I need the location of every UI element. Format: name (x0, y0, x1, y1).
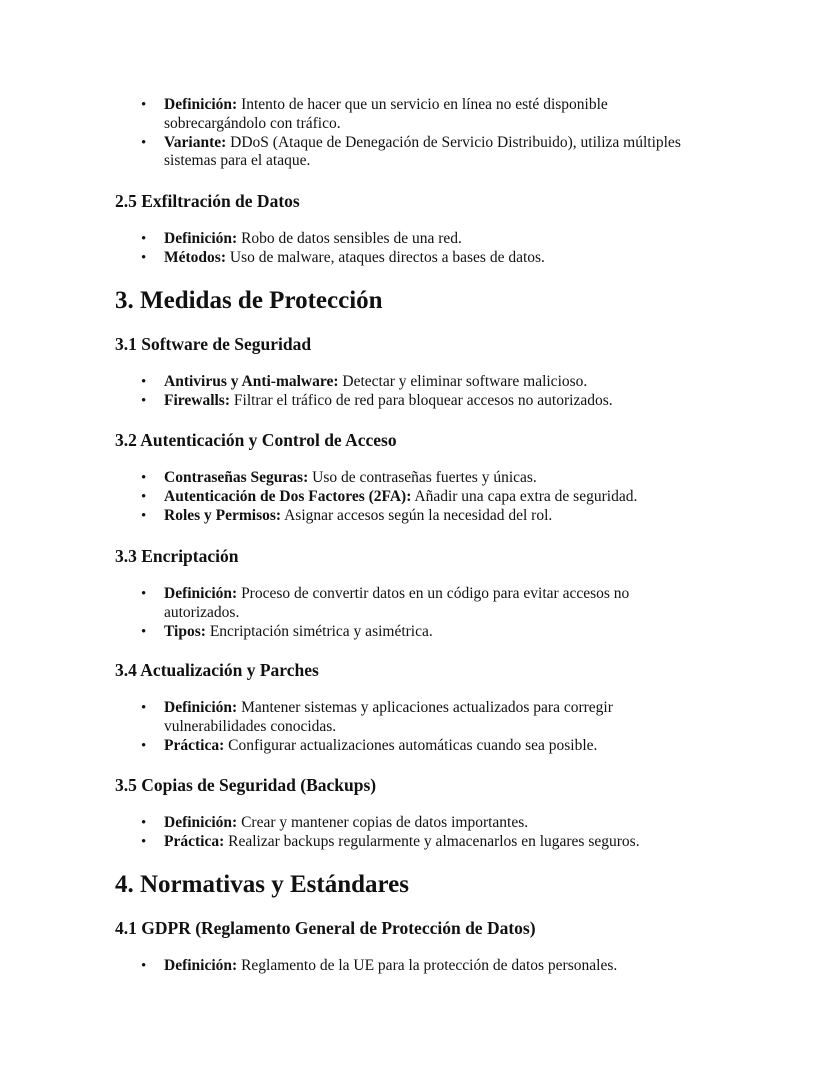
bullet-icon: • (141, 815, 147, 831)
bullet-icon: • (141, 700, 147, 716)
chapter-heading: 3. Medidas de Protección (115, 287, 383, 314)
bullet-icon: • (141, 231, 147, 247)
bullet-list (0, 96, 828, 171)
bullet-icon: • (141, 97, 147, 113)
item-text: Configurar actualizaciones automáticas cuando sea posible. (224, 736, 598, 754)
item-text: Añadir una capa extra de seguridad. (411, 488, 638, 505)
list-item (0, 392, 828, 411)
bullet-icon: • (141, 393, 147, 409)
item-term: Autenticación de Dos Factores (2FA): (164, 488, 412, 505)
chapter-heading: 4. Normativas y Estándares (115, 871, 409, 898)
bullet-icon: • (141, 134, 147, 151)
item-text: Robo de datos sensibles de una red. (237, 230, 462, 247)
list-item (0, 469, 828, 488)
bullet-icon: • (141, 489, 147, 505)
section-heading: 4.1 GDPR (Reglamento General de Protección de Datos) (115, 918, 536, 938)
section-heading: 2.5 Exfiltración de Datos (115, 191, 300, 211)
item-text: Crear y mantener copias de datos importantes. (237, 814, 529, 831)
list-item (0, 699, 828, 736)
item-term: Variante: (164, 133, 227, 151)
item-text: DDoS (Ataque de Denegación de Servicio Distribuido), utiliza múltiples sistemas para el ataque. (164, 133, 681, 169)
list-item (0, 488, 828, 507)
item-term: Antivirus y Anti-malware: (164, 373, 339, 390)
bullet-list (0, 814, 828, 852)
item-text: Mantener sistemas y aplicaciones actualizados para corregir vulnerabilidades conocidas. (164, 699, 613, 735)
bullet-list (0, 699, 828, 756)
item-text: Filtrar el tráfico de red para bloquear accesos no autorizados. (230, 392, 613, 409)
item-term: Práctica: (164, 736, 225, 754)
bullet-list (0, 585, 828, 642)
item-text: Intento de hacer que un servicio en línea no esté disponible sobrecargándolo con tráfico. (164, 96, 608, 132)
list-item (0, 507, 828, 526)
section-heading: 3.1 Software de Seguridad (115, 334, 312, 354)
item-term: Definición: (164, 230, 238, 247)
item-text: Uso de contraseñas fuertes y únicas. (308, 469, 537, 486)
item-text: Reglamento de la UE para la protección de datos personales. (237, 957, 618, 974)
item-text: Asignar accesos según la necesidad del rol. (281, 507, 553, 524)
item-term: Práctica: (164, 833, 225, 850)
list-item (0, 134, 828, 171)
item-term: Definición: (164, 96, 238, 113)
item-term: Definición: (164, 957, 238, 974)
bullet-icon: • (141, 623, 147, 640)
bullet-list (0, 230, 828, 268)
list-item (0, 957, 828, 976)
item-text: Encriptación simétrica y asimétrica. (205, 622, 433, 640)
item-text: Uso de malware, ataques directos a bases de datos. (226, 249, 545, 266)
section-heading: 3.5 Copias de Seguridad (Backups) (115, 775, 377, 795)
item-term: Métodos: (164, 249, 226, 266)
bullet-icon: • (141, 586, 147, 602)
item-term: Definición: (164, 585, 238, 602)
bullet-icon: • (141, 508, 147, 524)
item-text: Proceso de convertir datos en un código para evitar accesos no autorizados. (164, 585, 630, 621)
bullet-icon: • (141, 470, 147, 486)
item-text: Detectar y eliminar software malicioso. (338, 373, 588, 390)
item-term: Roles y Permisos: (164, 507, 282, 524)
bullet-icon: • (141, 958, 147, 974)
section-heading: 3.4 Actualización y Parches (115, 660, 319, 680)
list-item (0, 373, 828, 392)
list-item (0, 249, 828, 268)
section-heading: 3.2 Autenticación y Control de Acceso (115, 430, 397, 450)
list-item (0, 96, 828, 133)
bullet-list (0, 957, 828, 976)
list-item (0, 814, 828, 833)
list-item (0, 585, 828, 622)
item-term: Firewalls: (164, 392, 231, 409)
item-term: Definición: (164, 814, 238, 831)
list-item (0, 230, 828, 249)
item-term: Tipos: (164, 622, 206, 640)
bullet-icon: • (141, 834, 147, 850)
list-item (0, 737, 828, 756)
item-term: Contraseñas Seguras: (164, 469, 309, 486)
section-heading: 3.3 Encriptación (115, 546, 239, 566)
bullet-list (0, 373, 828, 411)
bullet-icon: • (141, 374, 147, 390)
bullet-icon: • (141, 250, 147, 266)
list-item (0, 833, 828, 852)
item-text: Realizar backups regularmente y almacenarlos en lugares seguros. (224, 833, 640, 850)
bullet-list (0, 469, 828, 526)
item-term: Definición: (164, 699, 238, 716)
list-item (0, 623, 828, 642)
bullet-icon: • (141, 737, 147, 754)
